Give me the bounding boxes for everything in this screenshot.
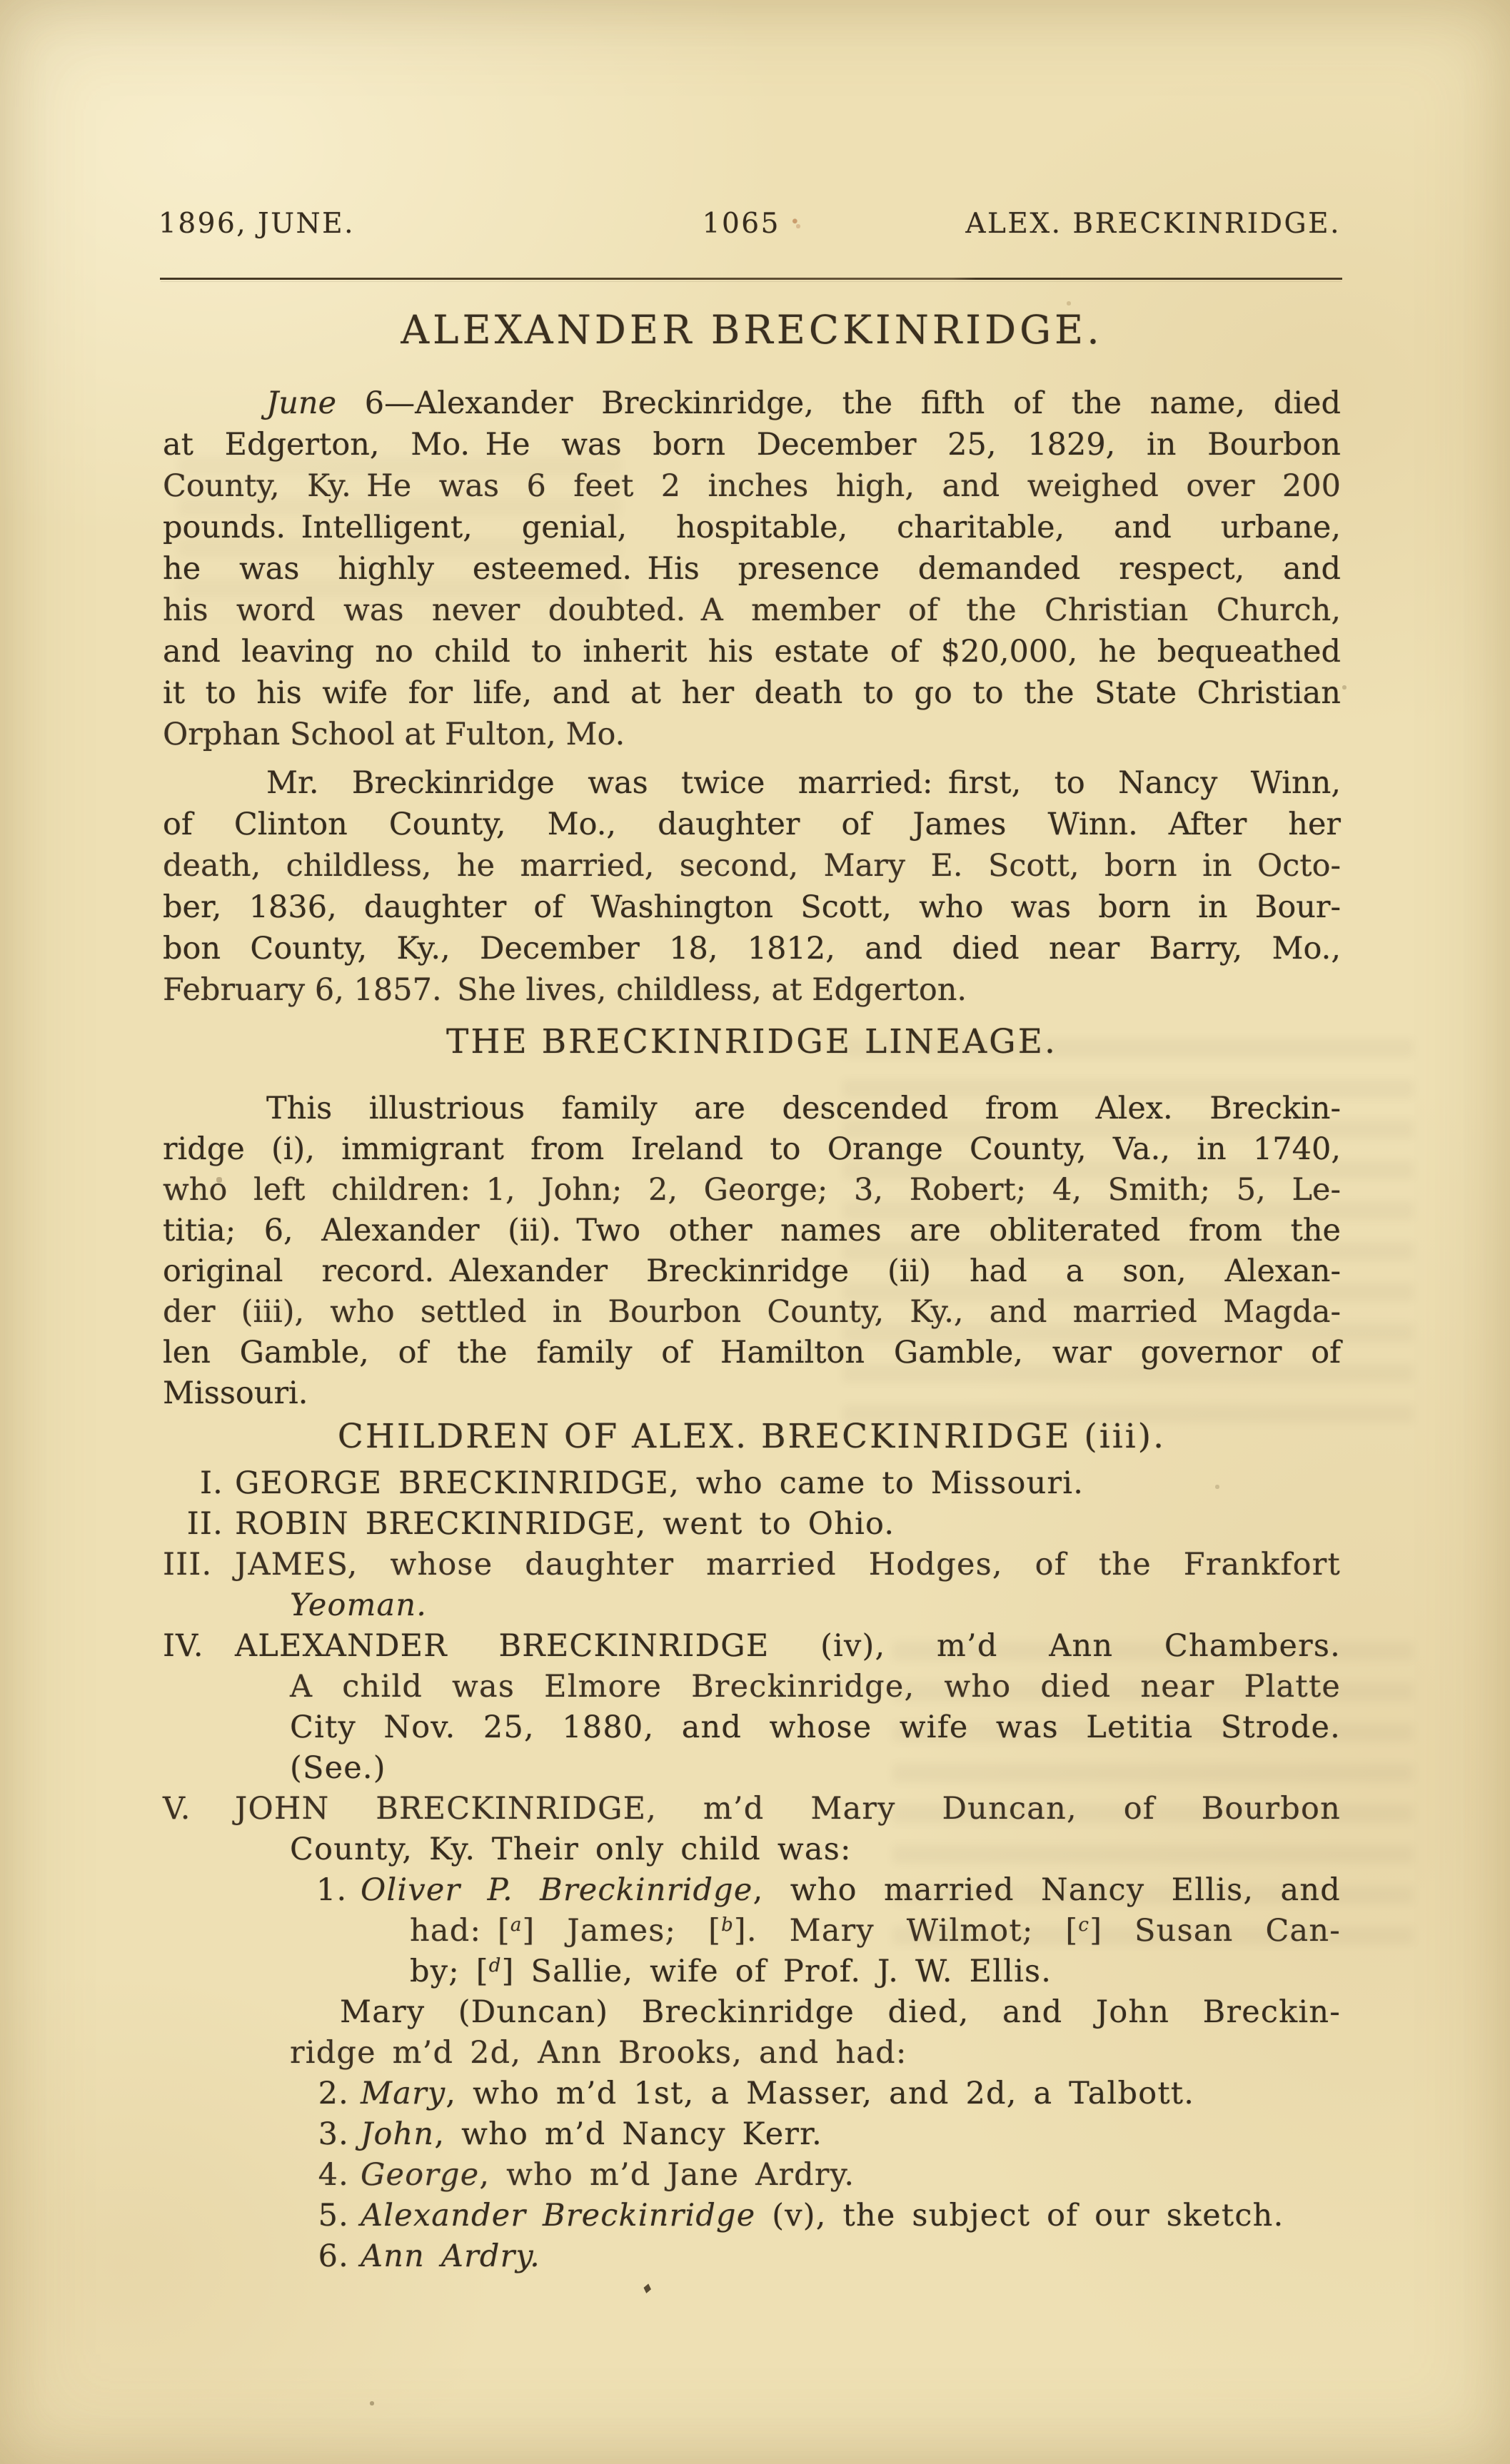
text-line: [163, 1951, 1341, 1992]
text-run: This illustrious family are descended from Alex. Breckin-: [266, 1091, 1341, 1126]
text-run: GEORGE BRECKINRIDGE, who came to Missouri.: [235, 1465, 1084, 1501]
text-run: c: [1078, 1914, 1090, 1936]
text-run: 6—Alexander Breckinridge, the fifth of the name, died: [336, 385, 1341, 421]
text-run: Mary: [361, 2076, 446, 2111]
text-run: b: [721, 1914, 734, 1936]
text-line: [163, 1333, 1341, 1373]
text-run: Oliver P. Breckinridge: [361, 1872, 753, 1908]
text-line: [163, 2074, 1341, 2114]
text-line: [163, 1545, 1341, 1585]
text-run: JOHN BRECKINRIDGE, m’d Mary Duncan, of Bourbon: [235, 1791, 1341, 1827]
text-run: at Edgerton, Mo. He was born December 25, 1829, in Bourbon: [163, 427, 1341, 463]
text-line: [163, 1129, 1341, 1170]
text-line: [163, 804, 1341, 845]
text-run: who left children: 1, John; 2, George; 3, Robert; 4, Smith; 5, Le-: [163, 1172, 1341, 1208]
text-run: pounds. Intelligent, genial, hospitable, charitable, and urbane,: [163, 510, 1341, 545]
text-line: [163, 507, 1341, 548]
text-run: ] Susan Can-: [1089, 1913, 1341, 1949]
text-line: [163, 1463, 1341, 1504]
text-run: had: [: [410, 1913, 510, 1949]
text-line: [163, 1504, 1341, 1545]
text-line: [163, 631, 1341, 672]
text-run: d: [488, 1955, 502, 1976]
text-line: [163, 1829, 1341, 1870]
page-number: [703, 208, 802, 240]
list-numeral: IV.: [163, 1628, 204, 1664]
text-run: (See.): [290, 1750, 386, 1786]
text-run: Alexander Breckinridge: [361, 2198, 756, 2233]
list-numeral: 5.: [318, 2198, 349, 2233]
paragraph-marriages: [163, 762, 1341, 1011]
text-run: , who m’d Jane Ardry.: [479, 2157, 855, 2193]
text-run: Orphan School at Fulton, Mo.: [163, 717, 625, 752]
text-run: titia; 6, Alexander (ii). Two other names are obliterated from the: [163, 1213, 1341, 1248]
text-run: County, Ky. Their only child was:: [290, 1832, 852, 1867]
article-title: ALEXANDER BRECKINRIDGE.: [401, 307, 1103, 353]
list-numeral: II.: [186, 1506, 223, 1542]
text-line: [163, 383, 1341, 424]
text-line: [163, 1373, 1341, 1414]
text-line: [163, 1211, 1341, 1251]
text-run: ridge m’d 2d, Ann Brooks, and had:: [290, 2035, 907, 2071]
text-line: [163, 1992, 1341, 2033]
text-run: A child was Elmore Breckinridge, who died near Platte: [290, 1669, 1341, 1705]
header-date: 1896, JUNE.: [158, 208, 356, 240]
text-line: [163, 1626, 1341, 1667]
text-line: [163, 845, 1341, 887]
section-heading-children: CHILDREN OF ALEX. BRECKINRIDGE (iii).: [337, 1417, 1167, 1456]
text-line: [163, 424, 1341, 465]
text-run: County, Ky. He was 6 feet 2 inches high, and weighed over 200: [163, 468, 1341, 504]
text-run: John: [361, 2116, 435, 2152]
text-run: of Clinton County, Mo., daughter of James Winn. After her: [163, 807, 1341, 842]
text-line: [163, 1911, 1341, 1951]
running-header: [158, 208, 1341, 245]
children-list: [163, 1463, 1341, 2277]
section-heading-lineage: THE BRECKINRIDGE LINEAGE.: [446, 1022, 1057, 1061]
text-run: it to his wife for life, and at her death to go to the State Christian: [163, 675, 1341, 711]
text-run: JAMES, whose daughter married Hodges, of the Frankfort: [235, 1547, 1341, 1582]
text-run: a: [510, 1914, 523, 1936]
text-run: original record. Alexander Breckinridge (ii) had a son, Alexan-: [163, 1253, 1341, 1289]
text-run: ber, 1836, daughter of Washington Scott, who was born in Bour-: [163, 889, 1341, 925]
text-line: [163, 1748, 1341, 1789]
list-numeral: V.: [163, 1791, 191, 1827]
text-run: Mary (Duncan) Breckinridge died, and John Breckin-: [340, 1994, 1341, 2030]
ornament-mark: ♦: [639, 2280, 655, 2298]
text-line: [163, 2033, 1341, 2074]
text-run: Yeoman.: [290, 1587, 428, 1623]
text-line: [163, 672, 1341, 714]
text-line: [163, 2236, 1341, 2277]
text-run: ROBIN BRECKINRIDGE, went to Ohio.: [235, 1506, 895, 1542]
text-line: [163, 928, 1341, 969]
list-numeral: III.: [163, 1547, 213, 1582]
text-line: [163, 2155, 1341, 2196]
list-numeral: 4.: [318, 2157, 349, 2193]
text-line: [163, 1789, 1341, 1829]
text-run: by; [: [410, 1954, 489, 1989]
text-run: , who married Nancy Ellis, and: [753, 1872, 1341, 1908]
list-numeral: 3.: [318, 2116, 349, 2152]
page-number-mark: •: [790, 213, 802, 231]
text-line: [163, 1870, 1341, 1911]
text-run: City Nov. 25, 1880, and whose wife was Letitia Strode.: [290, 1710, 1341, 1745]
header-rule: [160, 278, 1342, 280]
text-run: , who m’d 1st, a Masser, and 2d, a Talbott.: [446, 2076, 1195, 2111]
text-run: and leaving no child to inherit his estate of $20,000, he bequeathed: [163, 634, 1341, 670]
text-run: der (iii), who settled in Bourbon County, Ky., and married Magda-: [163, 1294, 1341, 1330]
text-line: [163, 887, 1341, 928]
text-line: [163, 969, 1341, 1011]
text-line: [163, 1707, 1341, 1748]
text-line: [163, 465, 1341, 507]
list-numeral: I.: [199, 1465, 223, 1501]
text-line: [163, 1089, 1341, 1129]
text-run: Mr. Breckinridge was twice married: first, to Nancy Winn,: [266, 765, 1341, 801]
text-run: death, childless, he married, second, Mary E. Scott, born in Octo-: [163, 848, 1341, 884]
text-run: ] James; [: [522, 1913, 722, 1949]
text-line: [163, 1585, 1341, 1626]
header-name: ALEX. BRECKINRIDGE.: [965, 208, 1341, 240]
paragraph-lineage: [163, 1089, 1341, 1414]
text-line: [163, 1667, 1341, 1707]
text-run: len Gamble, of the family of Hamilton Gamble, war governor of: [163, 1335, 1341, 1370]
text-run: he was highly esteemed. His presence demanded respect, and: [163, 551, 1341, 587]
text-line: [163, 1251, 1341, 1292]
text-run: (v), the subject of our sketch.: [755, 2198, 1284, 2233]
text-line: [163, 1170, 1341, 1211]
paragraph-biography: [163, 383, 1341, 755]
text-line: [163, 2114, 1341, 2155]
text-run: George: [361, 2157, 480, 2193]
list-numeral: 6.: [318, 2238, 349, 2274]
text-run: February 6, 1857. She lives, childless, at Edgerton.: [163, 972, 967, 1008]
page-number-value: 1065: [702, 208, 780, 240]
text-run: ridge (i), immigrant from Ireland to Orange County, Va., in 1740,: [163, 1131, 1341, 1167]
text-run: Missouri.: [163, 1375, 308, 1411]
text-run: ALEXANDER BRECKINRIDGE (iv), m’d Ann Chambers.: [235, 1628, 1341, 1664]
text-run: June: [266, 385, 337, 421]
text-run: his word was never doubted. A member of the Christian Church,: [163, 592, 1341, 628]
text-line: [163, 1292, 1341, 1333]
text-run: ]. Mary Wilmot; [: [733, 1913, 1079, 1949]
text-run: , who m’d Nancy Kerr.: [434, 2116, 823, 2152]
text-line: [163, 590, 1341, 631]
text-run: bon County, Ky., December 18, 1812, and died near Barry, Mo.,: [163, 931, 1341, 966]
list-numeral: 1.: [316, 1872, 348, 1908]
text-line: [163, 2196, 1341, 2236]
paper-speckles: [0, 0, 1, 1]
text-line: [163, 762, 1341, 804]
text-run: Ann Ardry.: [361, 2238, 541, 2274]
list-numeral: 2.: [318, 2076, 349, 2111]
text-line: [163, 548, 1341, 590]
text-line: [163, 714, 1341, 755]
text-run: ] Sallie, wife of Prof. J. W. Ellis.: [501, 1954, 1052, 1989]
